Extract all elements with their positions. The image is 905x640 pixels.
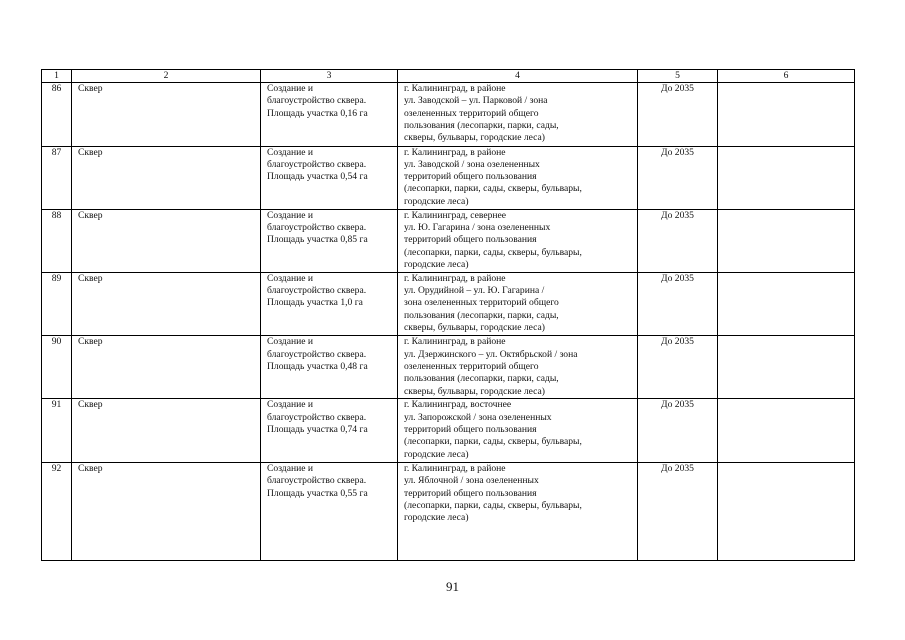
location-description-line: г. Калининград, восточнее (404, 399, 512, 411)
location-description-line: г. Калининград, в районе (404, 83, 506, 94)
col-header-4: 4 (398, 70, 638, 83)
col-header-6: 6 (718, 70, 855, 83)
location-description (398, 336, 638, 399)
work-description-line: благоустройство сквера. (267, 411, 367, 423)
work-description-line: Создание и (267, 336, 314, 348)
page-number: 91 (446, 579, 459, 594)
col-header-3: 3 (261, 70, 398, 83)
row-number: 89 (42, 272, 72, 336)
work-description-line: Создание и (267, 272, 314, 284)
note-cell (718, 272, 855, 336)
note-cell (718, 146, 855, 209)
col-header-1: 1 (42, 70, 72, 83)
location-description-line: территорий общего пользования (404, 234, 537, 246)
row-number: 87 (42, 146, 72, 209)
table-row (42, 209, 855, 272)
table-row (42, 336, 855, 399)
row-number: 86 (42, 83, 72, 147)
note-cell (718, 83, 855, 147)
work-description-line: Создание и (267, 146, 314, 158)
object-name: Сквер (72, 336, 261, 399)
location-description (398, 83, 638, 147)
location-description-line: (лесопарки, парки, сады, скверы, бульвары, (404, 436, 582, 448)
location-description (398, 463, 638, 561)
row-number: 92 (42, 463, 72, 561)
location-description (398, 399, 638, 463)
note-cell (718, 336, 855, 399)
location-description-line: г. Калининград, в районе (404, 463, 506, 475)
location-description-line: ул. Заводской – ул. Парковой / зона (404, 95, 548, 107)
work-description-line: Создание и (267, 209, 314, 221)
work-description-line: благоустройство сквера. (267, 221, 367, 233)
object-name: Сквер (72, 146, 261, 209)
location-description-line: территорий общего пользования (404, 487, 537, 499)
location-description-line: (лесопарки, парки, сады, скверы, бульвары, (404, 246, 582, 258)
object-name: Сквер (72, 272, 261, 336)
location-description-line: ул. Запорожской / зона озелененных (404, 411, 552, 423)
col-header-5: 5 (638, 70, 718, 83)
deadline: До 2035 (638, 146, 718, 209)
location-description-line: (лесопарки, парки, сады, скверы, бульвары, (404, 499, 582, 511)
object-name: Сквер (72, 209, 261, 272)
deadline: До 2035 (638, 272, 718, 336)
location-description (398, 272, 638, 336)
work-description (261, 272, 398, 336)
location-description-line: ул. Заводской / зона озелененных (404, 158, 540, 170)
col-header-2: 2 (72, 70, 261, 83)
location-description-line: ул. Дзержинского – ул. Октябрьской / зона (404, 348, 578, 360)
location-description-line: городские леса) (404, 258, 469, 270)
work-description-line: Создание и (267, 399, 314, 411)
work-description-line: благоустройство сквера. (267, 285, 367, 297)
note-cell (718, 399, 855, 463)
work-description-line: Площадь участка 0,74 га (267, 424, 368, 436)
work-description-line: благоустройство сквера. (267, 348, 367, 360)
deadline: До 2035 (638, 336, 718, 399)
location-description-line: г. Калининград, севернее (404, 209, 507, 221)
table-row (42, 83, 855, 147)
row-number: 91 (42, 399, 72, 463)
object-name: Сквер (72, 83, 261, 147)
work-description (261, 146, 398, 209)
table-row (42, 272, 855, 336)
note-cell (718, 209, 855, 272)
work-description-line: благоустройство сквера. (267, 95, 367, 107)
work-description-line: Площадь участка 0,85 га (267, 234, 368, 246)
work-description-line: Площадь участка 0,16 га (267, 107, 368, 119)
location-description-line: городские леса) (404, 195, 469, 207)
location-description-line: зона озелененных территорий общего (404, 297, 559, 309)
location-description (398, 209, 638, 272)
location-description-line: озелененных территорий общего (404, 107, 539, 119)
location-description-line: территорий общего пользования (404, 424, 537, 436)
location-description-line: ул. Орудийной – ул. Ю. Гагарина / (404, 285, 545, 297)
location-description-line: скверы, бульвары, городские леса) (404, 385, 545, 397)
location-description-line: городские леса) (404, 512, 469, 524)
work-description (261, 399, 398, 463)
location-description-line: ул. Ю. Гагарина / зона озелененных (404, 221, 551, 233)
row-number: 88 (42, 209, 72, 272)
table-row (42, 146, 855, 209)
deadline: До 2035 (638, 399, 718, 463)
deadline: До 2035 (638, 83, 718, 147)
work-description-line: Площадь участка 1,0 га (267, 297, 363, 309)
objects-table (41, 69, 855, 561)
work-description-line: Площадь участка 0,55 га (267, 487, 368, 499)
work-description-line: Площадь участка 0,48 га (267, 360, 368, 372)
location-description-line: г. Калининград, в районе (404, 146, 506, 158)
deadline: До 2035 (638, 209, 718, 272)
location-description-line: пользования (лесопарки, парки, сады, (404, 119, 559, 131)
work-description (261, 336, 398, 399)
work-description (261, 209, 398, 272)
work-description-line: благоустройство сквера. (267, 475, 367, 487)
object-name: Сквер (72, 399, 261, 463)
location-description-line: озелененных территорий общего (404, 360, 539, 372)
table-row (42, 399, 855, 463)
table-header-row (42, 70, 855, 83)
location-description-line: пользования (лесопарки, парки, сады, (404, 309, 559, 321)
work-description-line: Площадь участка 0,54 га (267, 171, 368, 183)
work-description (261, 83, 398, 147)
work-description (261, 463, 398, 561)
location-description-line: скверы, бульвары, городские леса) (404, 321, 545, 333)
location-description-line: (лесопарки, парки, сады, скверы, бульвары, (404, 183, 582, 195)
location-description (398, 146, 638, 209)
table-row (42, 463, 855, 561)
work-description-line: Создание и (267, 83, 314, 94)
location-description-line: территорий общего пользования (404, 171, 537, 183)
location-description-line: г. Калининград, в районе (404, 272, 506, 284)
work-description-line: Создание и (267, 463, 314, 475)
work-description-line: благоустройство сквера. (267, 158, 367, 170)
deadline: До 2035 (638, 463, 718, 561)
location-description-line: ул. Яблочной / зона озелененных (404, 475, 539, 487)
object-name: Сквер (72, 463, 261, 561)
location-description-line: пользования (лесопарки, парки, сады, (404, 373, 559, 385)
location-description-line: городские леса) (404, 448, 469, 460)
location-description-line: г. Калининград, в районе (404, 336, 506, 348)
note-cell (718, 463, 855, 561)
row-number: 90 (42, 336, 72, 399)
location-description-line: скверы, бульвары, городские леса) (404, 132, 545, 144)
